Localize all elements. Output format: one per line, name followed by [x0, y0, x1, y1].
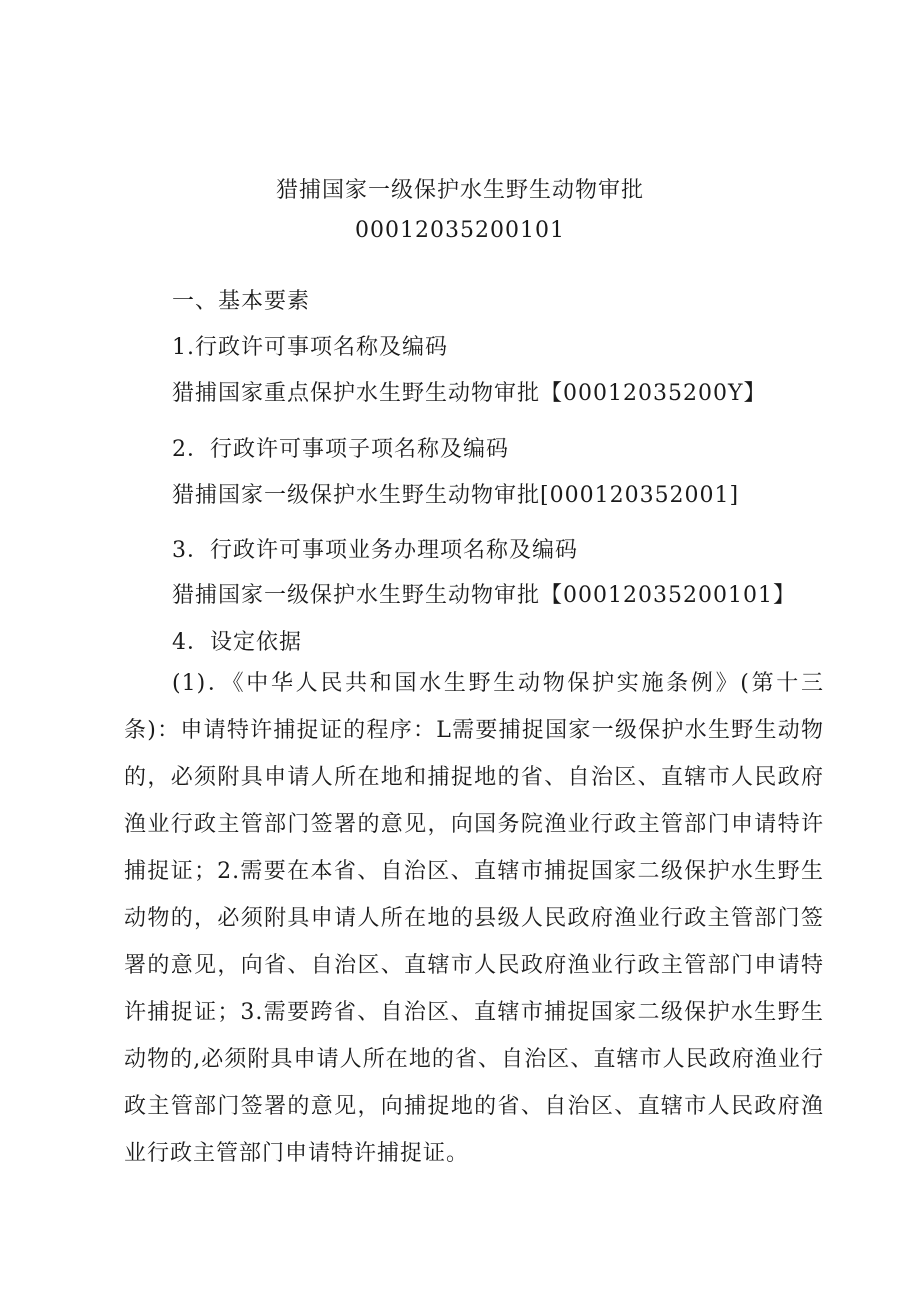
- section-heading-basic-elements: 一、基本要素: [172, 289, 311, 314]
- item1-heading: 1.行政许可事项名称及编码: [172, 335, 448, 360]
- item2-heading: 2．行政许可事项子项名称及编码: [172, 437, 509, 462]
- document-title: 猎捕国家一级保护水生野生动物审批: [275, 178, 644, 203]
- item1-value: 猎捕国家重点保护水生野生动物审批【00012035200Y】: [172, 381, 767, 406]
- legal-basis-paragraph: (1)．《中华人民共和国水生野生动物保护实施条例》(第十三条)：申请特许捕捉证的程序：L需要捕捉国家一级保护水生野生动物的，必须附具申请人所在地和捕捉地的省、自治区、直辖市人民政府渔业行政主管部门签署的意见，向国务院渔业行政主管部门申请特许捕捉证；2.需要在本省、自治区、直辖市捕捉国家二级保护水生野生动物的，必须附具申请人所在地的县级人民政府渔业行政主管部门签署的意见，向省、自治区、直辖市人民政府渔业行政主管部门申请特许捕捉证；3.需要跨省、自治区、直辖市捕捉国家二级保护水生野生动物的,必须附具申请人所在地的省、自治区、直辖市人民政府渔业行政主管部门签署的意见，向捕捉地的省、自治区、直辖市人民政府渔业行政主管部门申请特许捕捉证。: [124, 671, 824, 1166]
- item2-value: 猎捕国家一级保护水生野生动物审批[000120352001]: [172, 483, 740, 508]
- item3-value: 猎捕国家一级保护水生野生动物审批【00012035200101】: [172, 583, 796, 608]
- item4-heading: 4．设定依据: [172, 630, 302, 655]
- document-code: 00012035200101: [355, 218, 565, 243]
- item3-heading: 3．行政许可事项业务办理项名称及编码: [172, 538, 578, 563]
